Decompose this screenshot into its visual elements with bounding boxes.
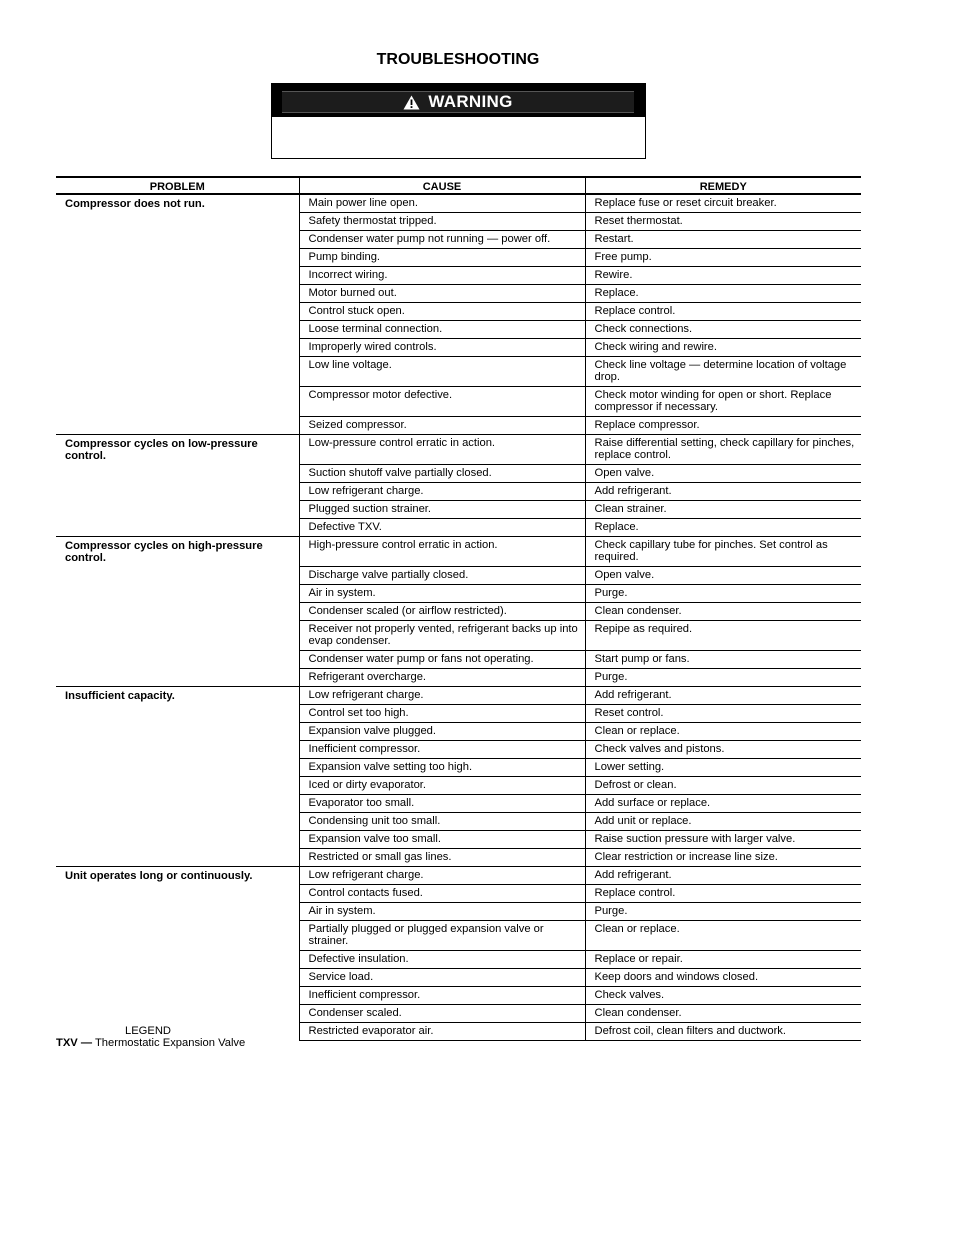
- cause-cell: Condenser water pump not running — power off.: [299, 231, 585, 249]
- remedy-cell: Check wiring and rewire.: [585, 339, 861, 357]
- remedy-cell: Clear restriction or increase line size.: [585, 849, 861, 867]
- troubleshooting-table: [56, 176, 861, 1041]
- header-remedy: REMEDY: [585, 177, 861, 194]
- remedy-cell: Replace fuse or reset circuit breaker.: [585, 194, 861, 213]
- cause-cell: Low refrigerant charge.: [299, 867, 585, 885]
- remedy-cell: Replace.: [585, 519, 861, 537]
- cause-cell: Air in system.: [299, 903, 585, 921]
- legend-entry: [56, 1037, 245, 1049]
- cause-cell: Low-pressure control erratic in action.: [299, 435, 585, 465]
- legend-definition: Thermostatic Expansion Valve: [94, 1037, 246, 1049]
- cause-cell: Compressor motor defective.: [299, 387, 585, 417]
- cause-cell: Evaporator too small.: [299, 795, 585, 813]
- remedy-cell: Clean condenser.: [585, 1005, 861, 1023]
- remedy-cell: Reset thermostat.: [585, 213, 861, 231]
- cause-cell: Restricted evaporator air.: [299, 1023, 585, 1041]
- remedy-cell: Add refrigerant.: [585, 687, 861, 705]
- cause-cell: Expansion valve too small.: [299, 831, 585, 849]
- warning-box: [271, 83, 646, 159]
- remedy-cell: Rewire.: [585, 267, 861, 285]
- cause-cell: Seized compressor.: [299, 417, 585, 435]
- remedy-cell: Open valve.: [585, 465, 861, 483]
- cause-cell: Defective insulation.: [299, 951, 585, 969]
- remedy-cell: Lower setting.: [585, 759, 861, 777]
- remedy-cell: Start pump or fans.: [585, 651, 861, 669]
- cause-cell: Condenser water pump or fans not operating.: [299, 651, 585, 669]
- legend-title: LEGEND: [125, 1025, 172, 1037]
- cause-cell: Safety thermostat tripped.: [299, 213, 585, 231]
- cause-cell: Service load.: [299, 969, 585, 987]
- problem-cell: Unit operates long or continuously.: [56, 867, 299, 1041]
- warning-label: WARNING: [428, 92, 513, 111]
- cause-cell: Improperly wired controls.: [299, 339, 585, 357]
- remedy-cell: Clean condenser.: [585, 603, 861, 621]
- table-row: [56, 194, 861, 213]
- table-body: [56, 194, 861, 1041]
- cause-cell: Inefficient compressor.: [299, 987, 585, 1005]
- cause-cell: High-pressure control erratic in action.: [299, 537, 585, 567]
- cause-cell: Incorrect wiring.: [299, 267, 585, 285]
- remedy-cell: Defrost coil, clean filters and ductwork.: [585, 1023, 861, 1041]
- warning-banner: [282, 91, 634, 113]
- remedy-cell: Raise suction pressure with larger valve.: [585, 831, 861, 849]
- table-row: [56, 687, 861, 705]
- remedy-cell: Check line voltage — determine location of voltage drop.: [585, 357, 861, 387]
- remedy-cell: Reset control.: [585, 705, 861, 723]
- table-row: [56, 867, 861, 885]
- remedy-cell: Check valves.: [585, 987, 861, 1005]
- cause-cell: Low refrigerant charge.: [299, 483, 585, 501]
- cause-cell: Suction shutoff valve partially closed.: [299, 465, 585, 483]
- warning-triangle-icon: [403, 95, 420, 110]
- remedy-cell: Add refrigerant.: [585, 867, 861, 885]
- table-row: [56, 537, 861, 567]
- cause-cell: Condensing unit too small.: [299, 813, 585, 831]
- page-title: TROUBLESHOOTING: [376, 51, 540, 68]
- cause-cell: Receiver not properly vented, refrigerant backs up into evap condenser.: [299, 621, 585, 651]
- table-row: [56, 435, 861, 465]
- remedy-cell: Check capillary tube for pinches. Set control as required.: [585, 537, 861, 567]
- remedy-cell: Check connections.: [585, 321, 861, 339]
- cause-cell: Loose terminal connection.: [299, 321, 585, 339]
- remedy-cell: Replace.: [585, 285, 861, 303]
- cause-cell: Low refrigerant charge.: [299, 687, 585, 705]
- remedy-cell: Add surface or replace.: [585, 795, 861, 813]
- cause-cell: Inefficient compressor.: [299, 741, 585, 759]
- remedy-cell: Free pump.: [585, 249, 861, 267]
- remedy-cell: Check valves and pistons.: [585, 741, 861, 759]
- cause-cell: Condenser scaled.: [299, 1005, 585, 1023]
- remedy-cell: Repipe as required.: [585, 621, 861, 651]
- remedy-cell: Keep doors and windows closed.: [585, 969, 861, 987]
- remedy-cell: Clean or replace.: [585, 723, 861, 741]
- warning-header: [272, 84, 645, 117]
- problem-cell: Insufficient capacity.: [56, 687, 299, 867]
- cause-cell: Control stuck open.: [299, 303, 585, 321]
- remedy-cell: Purge.: [585, 585, 861, 603]
- cause-cell: Low line voltage.: [299, 357, 585, 387]
- remedy-cell: Replace control.: [585, 885, 861, 903]
- remedy-cell: Replace compressor.: [585, 417, 861, 435]
- cause-cell: Iced or dirty evaporator.: [299, 777, 585, 795]
- remedy-cell: Purge.: [585, 903, 861, 921]
- remedy-cell: Add refrigerant.: [585, 483, 861, 501]
- cause-cell: Control set too high.: [299, 705, 585, 723]
- cause-cell: Refrigerant overcharge.: [299, 669, 585, 687]
- legend: [56, 1025, 245, 1049]
- problem-cell: Compressor cycles on low-pressure control.: [56, 435, 299, 537]
- remedy-cell: Defrost or clean.: [585, 777, 861, 795]
- legend-abbr: TXV —: [56, 1037, 93, 1049]
- header-cause: CAUSE: [299, 177, 585, 194]
- remedy-cell: Replace control.: [585, 303, 861, 321]
- cause-cell: Defective TXV.: [299, 519, 585, 537]
- remedy-cell: Clean or replace.: [585, 921, 861, 951]
- problem-cell: Compressor cycles on high-pressure control.: [56, 537, 299, 687]
- remedy-cell: Replace or repair.: [585, 951, 861, 969]
- remedy-cell: Open valve.: [585, 567, 861, 585]
- cause-cell: Expansion valve plugged.: [299, 723, 585, 741]
- remedy-cell: Check motor winding for open or short. Replace compressor if necessary.: [585, 387, 861, 417]
- cause-cell: Restricted or small gas lines.: [299, 849, 585, 867]
- cause-cell: Discharge valve partially closed.: [299, 567, 585, 585]
- cause-cell: Control contacts fused.: [299, 885, 585, 903]
- cause-cell: Plugged suction strainer.: [299, 501, 585, 519]
- remedy-cell: Add unit or replace.: [585, 813, 861, 831]
- remedy-cell: Restart.: [585, 231, 861, 249]
- cause-cell: Pump binding.: [299, 249, 585, 267]
- cause-cell: Expansion valve setting too high.: [299, 759, 585, 777]
- cause-cell: Motor burned out.: [299, 285, 585, 303]
- remedy-cell: Clean strainer.: [585, 501, 861, 519]
- remedy-cell: Raise differential setting, check capillary for pinches, replace control.: [585, 435, 861, 465]
- cause-cell: Partially plugged or plugged expansion valve or strainer.: [299, 921, 585, 951]
- problem-cell: Compressor does not run.: [65, 198, 205, 210]
- remedy-cell: Purge.: [585, 669, 861, 687]
- cause-cell: Air in system.: [299, 585, 585, 603]
- cause-cell: Condenser scaled (or airflow restricted).: [299, 603, 585, 621]
- header-problem: PROBLEM: [56, 177, 299, 194]
- cause-cell: Main power line open.: [299, 194, 585, 213]
- table-header-row: [56, 177, 861, 194]
